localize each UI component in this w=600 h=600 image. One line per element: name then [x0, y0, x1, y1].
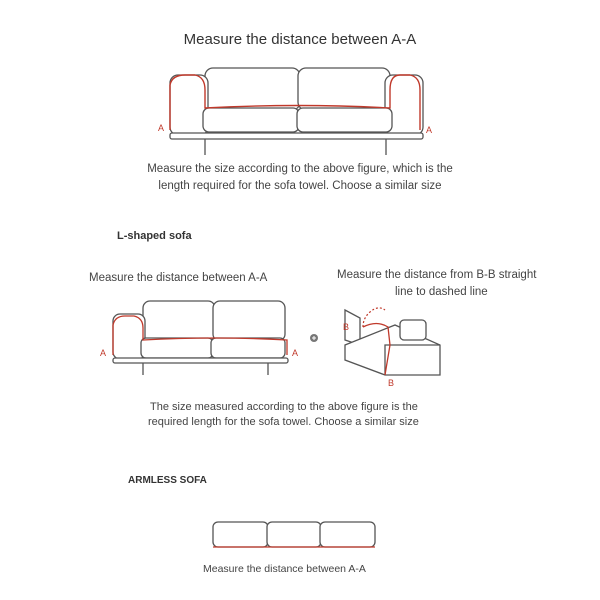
back-cushion-right-2: [213, 301, 285, 341]
armless-diagram: [213, 522, 375, 547]
seat-cushion-left-2: [141, 338, 213, 358]
marker-b-bottom: B: [388, 378, 395, 388]
armless-seat-right: [320, 522, 375, 547]
page-title: Measure the distance between A-A: [183, 31, 417, 48]
seat-cushion-right: [297, 108, 392, 132]
chaise-diagram: [345, 308, 440, 375]
sofa-diagram-1: [170, 68, 423, 155]
back-cushion-left-2: [143, 301, 215, 341]
marker-a-right-1: A: [426, 125, 433, 135]
armless-heading: ARMLESS SOFA: [128, 475, 207, 486]
chaise-back-cushion: [400, 320, 426, 340]
back-cushion-right: [298, 68, 390, 110]
caption-1-line-1: Measure the size according to the above figure, which is the: [147, 163, 453, 175]
right-measure-line-2: line to dashed line: [395, 286, 488, 298]
plus-icon: [310, 334, 318, 342]
marker-a-left-1: A: [158, 123, 165, 133]
marker-a-right-2: A: [292, 348, 299, 358]
sofa-base-2: [113, 358, 288, 363]
seat-cushion-left: [203, 108, 299, 132]
caption-1-line-2: length required for the sofa towel. Choose a similar size: [158, 180, 442, 192]
armless-seat-middle: [267, 522, 321, 547]
sofa-diagram-2: [113, 301, 288, 375]
marker-a-left-2: A: [100, 348, 107, 358]
caption-2-line-2: required length for the sofa towel. Choose a similar size: [148, 416, 419, 428]
arm-left-2: [113, 314, 145, 359]
left-measure-label: Measure the distance between A-A: [89, 272, 268, 284]
caption-3: Measure the distance between A-A: [203, 563, 366, 575]
caption-2-line-1: The size measured according to the above figure is the: [150, 401, 418, 413]
sofa-base: [170, 133, 423, 139]
lshaped-heading: L-shaped sofa: [117, 230, 192, 242]
right-measure-line-1: Measure the distance from B-B straight: [337, 269, 537, 281]
arm-left: [170, 75, 208, 135]
back-cushion-left: [205, 68, 300, 110]
marker-b-top: B: [343, 322, 350, 332]
seat-cushion-right-2: [211, 338, 285, 358]
armless-seat-left: [213, 522, 268, 547]
